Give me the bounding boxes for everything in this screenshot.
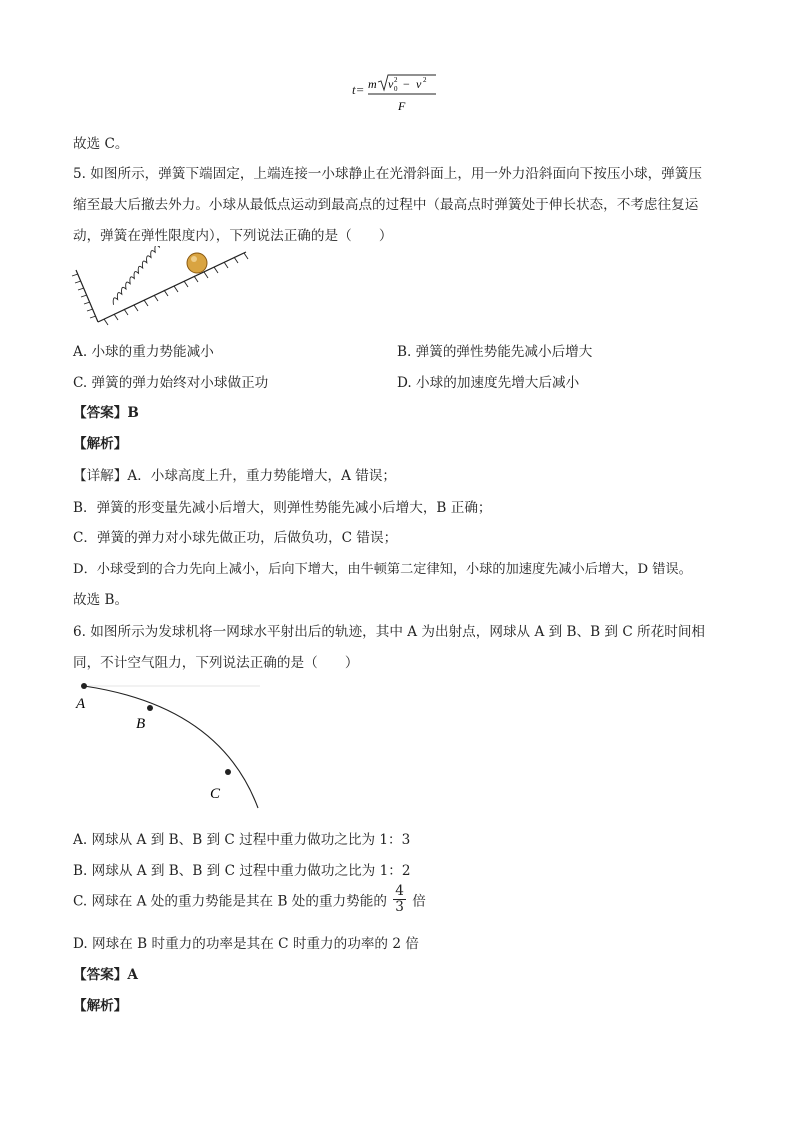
trajectory-curve	[84, 686, 258, 808]
formula-num-v0-sub: 0	[394, 85, 398, 93]
label-a: A	[76, 696, 86, 712]
q5-option-a: A. 小球的重力势能减小	[73, 344, 214, 360]
q6-option-c-suffix: 倍	[412, 893, 426, 910]
q6-option-b: B. 网球从 A 到 B、B 到 C 过程中重力做功之比为 1：2	[73, 863, 411, 879]
point-b	[147, 705, 153, 711]
q6-stem-line1: 6. 如图所示为发球机将一网球水平射出后的轨迹，其中 A 为出射点，网球从 A 到 B、B 到 C 所花时间相	[73, 624, 706, 640]
q4-conclusion: 故选 C。	[73, 136, 129, 152]
q5-stem-line1: 5. 如图所示，弹簧下端固定，上端连接一小球静止在光滑斜面上，用一外力沿斜面向下按压小球，弹簧压	[73, 166, 703, 182]
formula-num-m: m	[368, 77, 377, 91]
fraction-denominator: 3	[395, 899, 404, 915]
formula-lhs: t=	[352, 82, 365, 97]
formula-num-v0-sup: 2	[394, 76, 398, 84]
q6-figure-trajectory	[70, 676, 270, 816]
formula-denominator: F	[398, 99, 406, 113]
q5-detail-a: 【详解】A．小球高度上升，重力势能增大，A 错误；	[73, 468, 397, 484]
label-c: C	[210, 786, 221, 802]
q5-option-d: D. 小球的加速度先增大后减小	[397, 375, 580, 391]
ball-icon	[187, 253, 207, 273]
point-c	[225, 769, 231, 775]
q6-option-c-fraction	[393, 884, 406, 915]
q5-conclusion: 故选 B。	[73, 592, 129, 608]
formula-graphic	[366, 72, 456, 116]
q6-option-d: D. 网球在 B 时重力的功率是其在 C 时重力的功率的 2 倍	[73, 936, 419, 952]
q6-option-c	[73, 884, 426, 920]
q5-option-c: C. 弹簧的弹力始终对小球做正功	[73, 375, 269, 391]
q5-answer: 【答案】B	[73, 405, 139, 421]
q6-stem-line2: 同，不计空气阻力，下列说法正确的是（ ）	[73, 655, 359, 671]
label-b: B	[136, 716, 146, 732]
q5-stem-line3: 动，弹簧在弹性限度内），下列说法正确的是（ ）	[73, 228, 393, 244]
q5-option-b: B. 弹簧的弹性势能先减小后增大	[397, 344, 593, 360]
q5-detail-d: D．小球受到的合力先向上减小，后向下增大，由牛顿第二定律知，小球的加速度先减小后增大，D 错误。	[73, 562, 692, 577]
q6-option-a: A. 网球从 A 到 B、B 到 C 过程中重力做功之比为 1：3	[73, 832, 411, 848]
fraction-numerator: 4	[395, 883, 404, 899]
q5-stem-line2: 缩至最大后撤去外力。小球从最低点运动到最高点的过程中（最高点时弹簧处于伸长状态，不考虑往复运	[73, 197, 699, 213]
formula-num-minus: −	[403, 77, 410, 91]
formula-num-v-sup: 2	[423, 76, 427, 84]
q6-analysis-heading: 【解析】	[73, 998, 128, 1014]
q6-answer: 【答案】A	[73, 967, 138, 983]
formula-num-v0: v	[388, 77, 394, 91]
point-a	[81, 683, 87, 689]
formula-num-v: v	[416, 77, 422, 91]
q5-figure-spring-incline	[70, 246, 250, 326]
q5-detail-c: C．弹簧的弹力对小球先做正功，后做负功，C 错误；	[73, 530, 398, 546]
q6-option-c-text: C. 网球在 A 处的重力势能是其在 B 处的重力势能的	[73, 893, 387, 910]
q5-detail-b: B．弹簧的形变量先减小后增大，则弹性势能先减小后增大，B 正确；	[73, 500, 492, 516]
q5-analysis-heading: 【解析】	[73, 436, 128, 452]
spring-icon	[95, 246, 190, 305]
